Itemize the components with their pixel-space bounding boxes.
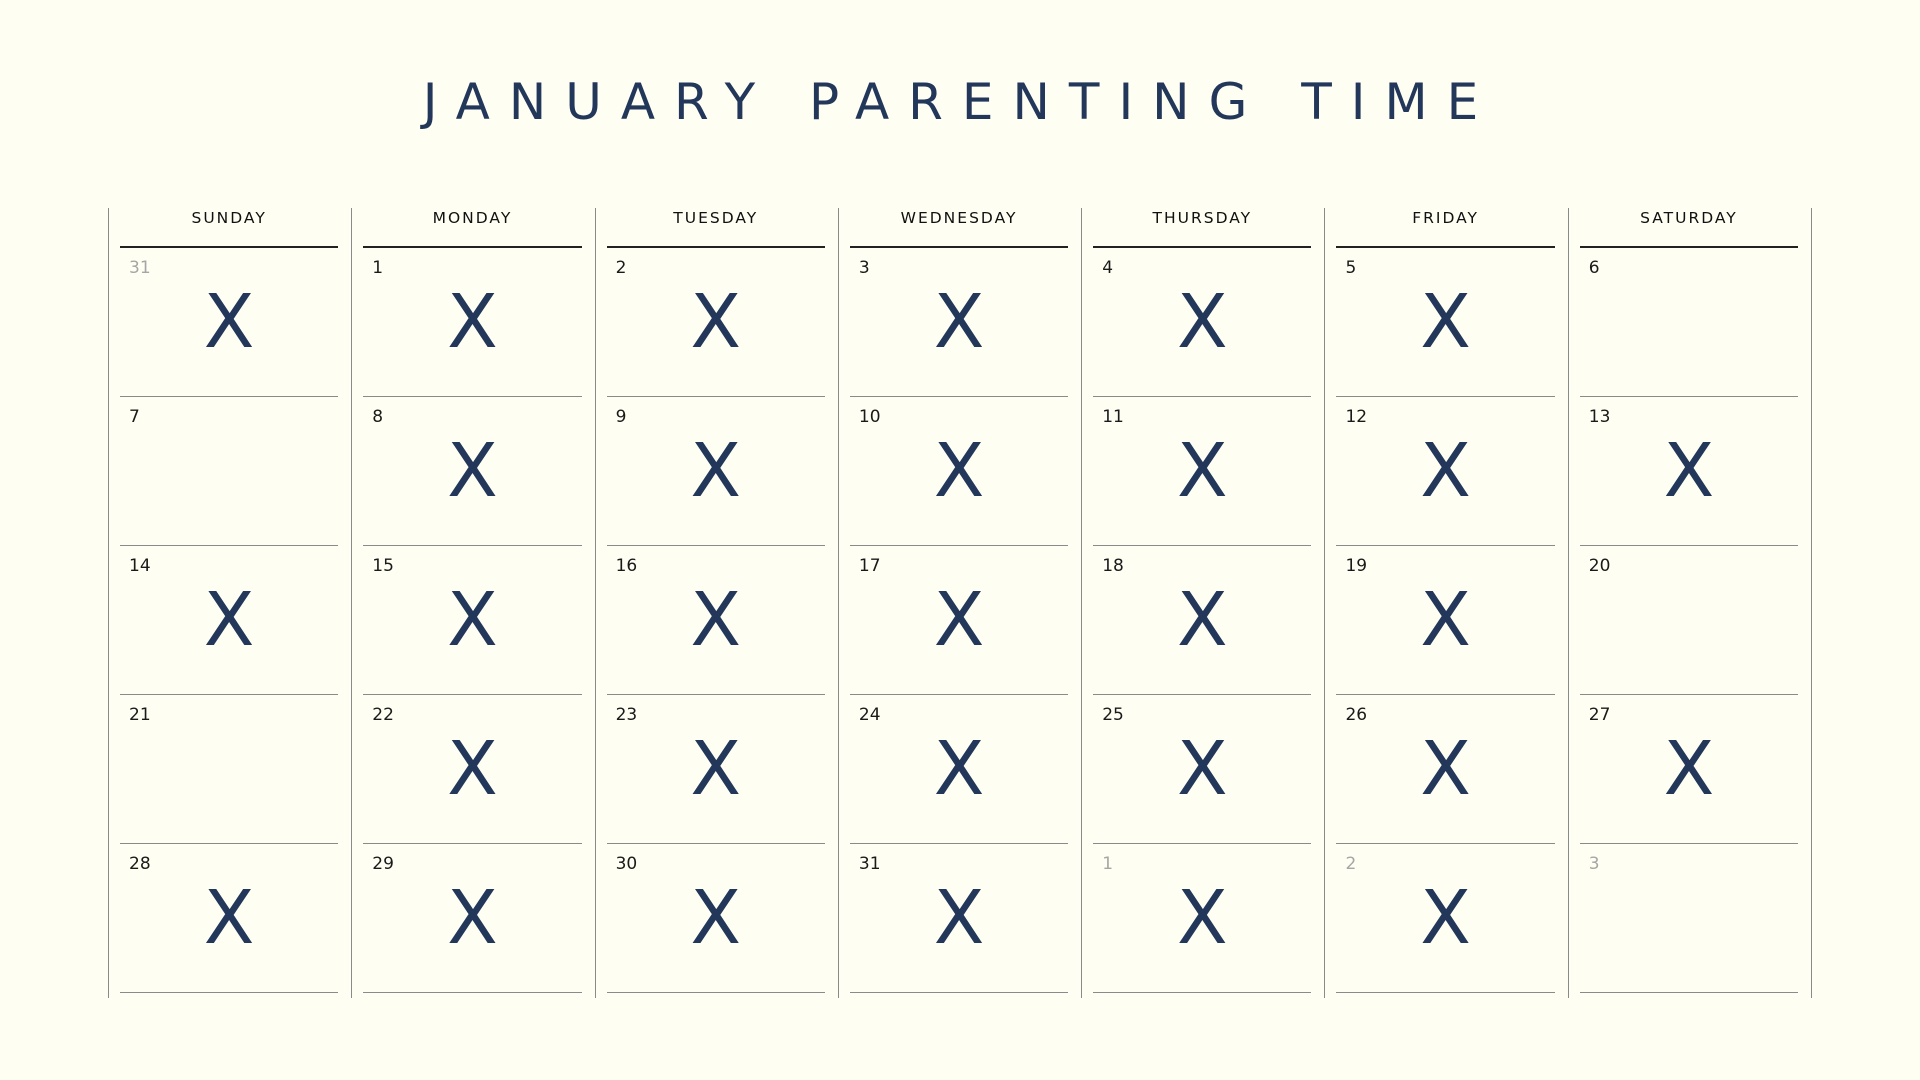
adjacent-month-day-number: 3: [1588, 854, 1600, 874]
column-divider: [1811, 208, 1812, 998]
day-cell: [1336, 248, 1554, 397]
day-number: 2: [615, 258, 627, 278]
day-number: 22: [372, 705, 394, 725]
day-number: 11: [1102, 407, 1124, 427]
parenting-day-mark: X: [447, 875, 498, 961]
day-cell: [363, 397, 581, 546]
day-cell: [120, 695, 338, 844]
day-number: 25: [1102, 705, 1124, 725]
weekday-header: MONDAY: [363, 208, 581, 248]
parenting-day-mark: X: [933, 279, 985, 365]
day-number: 13: [1588, 407, 1611, 427]
day-number: 30: [615, 854, 638, 874]
day-number: 5: [1345, 258, 1357, 278]
day-column-monday: [352, 208, 594, 998]
parenting-day-mark: X: [203, 875, 255, 961]
day-number: 23: [615, 705, 638, 725]
day-number: 29: [372, 854, 394, 874]
day-cell: [850, 695, 1068, 844]
parenting-day-mark: X: [1420, 577, 1471, 663]
day-number: 3: [858, 258, 870, 278]
parenting-day-mark: X: [447, 279, 498, 365]
parenting-day-mark: X: [1420, 279, 1471, 365]
day-cell: [607, 844, 825, 993]
parenting-day-mark: X: [1420, 726, 1471, 812]
day-column-friday: [1325, 208, 1567, 998]
parenting-day-mark: X: [690, 726, 742, 812]
parenting-day-mark: X: [203, 279, 255, 365]
day-column-saturday: [1569, 208, 1811, 998]
day-cell: [607, 397, 825, 546]
day-cell: [363, 546, 581, 695]
parenting-day-mark: X: [933, 875, 985, 961]
parenting-day-mark: X: [690, 428, 742, 514]
parenting-day-mark: X: [933, 577, 985, 663]
day-number: 31: [858, 854, 881, 874]
day-cell: [1580, 546, 1798, 695]
day-cell: [1336, 397, 1554, 546]
parenting-day-mark: X: [1176, 279, 1228, 365]
day-cell: [363, 844, 581, 993]
day-column-tuesday: [596, 208, 838, 998]
day-cell: [1093, 546, 1311, 695]
day-number: 12: [1345, 407, 1368, 427]
weekday-header: SATURDAY: [1580, 208, 1798, 248]
day-number: 26: [1345, 705, 1368, 725]
day-cell: [363, 248, 581, 397]
day-number: 21: [129, 705, 151, 725]
day-number: 9: [615, 407, 627, 427]
parenting-day-mark: X: [1663, 428, 1715, 514]
parenting-day-mark: X: [1420, 875, 1471, 961]
day-number: 27: [1588, 705, 1611, 725]
parenting-day-mark: X: [1176, 726, 1228, 812]
parenting-day-mark: X: [447, 726, 498, 812]
adjacent-month-day-number: 31: [129, 258, 151, 278]
day-number: 8: [372, 407, 384, 427]
day-number: 4: [1102, 258, 1114, 278]
parenting-day-mark: X: [690, 577, 742, 663]
day-cell: [1580, 248, 1798, 397]
day-number: 7: [129, 407, 140, 427]
day-cell: [607, 546, 825, 695]
day-cell: [120, 248, 338, 397]
day-cell: [1336, 844, 1554, 993]
weekday-header: THURSDAY: [1093, 208, 1311, 248]
parenting-day-mark: X: [1176, 577, 1228, 663]
day-number: 19: [1345, 556, 1368, 576]
day-cell: [1093, 844, 1311, 993]
parenting-day-mark: X: [447, 428, 498, 514]
day-cell: [1336, 695, 1554, 844]
parenting-day-mark: X: [933, 726, 985, 812]
day-number: 17: [858, 556, 881, 576]
day-number: 10: [858, 407, 881, 427]
day-cell: [850, 248, 1068, 397]
day-cell: [1580, 397, 1798, 546]
weekday-header: FRIDAY: [1336, 208, 1554, 248]
parenting-day-mark: X: [933, 428, 985, 514]
day-cell: [850, 546, 1068, 695]
adjacent-month-day-number: 2: [1345, 854, 1357, 874]
day-cell: [120, 397, 338, 546]
day-cell: [363, 695, 581, 844]
day-number: 16: [615, 556, 638, 576]
day-cell: [850, 397, 1068, 546]
day-cell: [607, 248, 825, 397]
parenting-day-mark: X: [1176, 428, 1228, 514]
day-number: 28: [129, 854, 151, 874]
day-cell: [1580, 844, 1798, 993]
day-number: 20: [1588, 556, 1611, 576]
day-number: 15: [372, 556, 394, 576]
day-cell: [120, 844, 338, 993]
day-cell: [607, 695, 825, 844]
day-number: 24: [858, 705, 881, 725]
day-number: 14: [129, 556, 151, 576]
parenting-day-mark: X: [690, 279, 742, 365]
day-cell: [850, 844, 1068, 993]
day-cell: [1093, 248, 1311, 397]
parenting-day-mark: X: [1176, 875, 1228, 961]
day-cell: [1093, 695, 1311, 844]
weekday-header: TUESDAY: [607, 208, 825, 248]
day-column-thursday: [1082, 208, 1324, 998]
day-column-sunday: [109, 208, 351, 998]
day-cell: [1580, 695, 1798, 844]
day-cell: [1336, 546, 1554, 695]
weekday-header: SUNDAY: [120, 208, 338, 248]
page-title: JANUARY PARENTING TIME: [422, 73, 1498, 131]
parenting-day-mark: X: [690, 875, 742, 961]
parenting-day-mark: X: [447, 577, 498, 663]
parenting-day-mark: X: [1420, 428, 1471, 514]
day-cell: [1093, 397, 1311, 546]
day-number: 6: [1588, 258, 1600, 278]
day-number: 1: [372, 258, 384, 278]
day-column-wednesday: [839, 208, 1081, 998]
day-cell: [120, 546, 338, 695]
calendar-grid: [108, 208, 1812, 998]
day-number: 18: [1102, 556, 1124, 576]
parenting-day-mark: X: [1663, 726, 1715, 812]
adjacent-month-day-number: 1: [1102, 854, 1114, 874]
weekday-header: WEDNESDAY: [850, 208, 1068, 248]
parenting-day-mark: X: [203, 577, 255, 663]
